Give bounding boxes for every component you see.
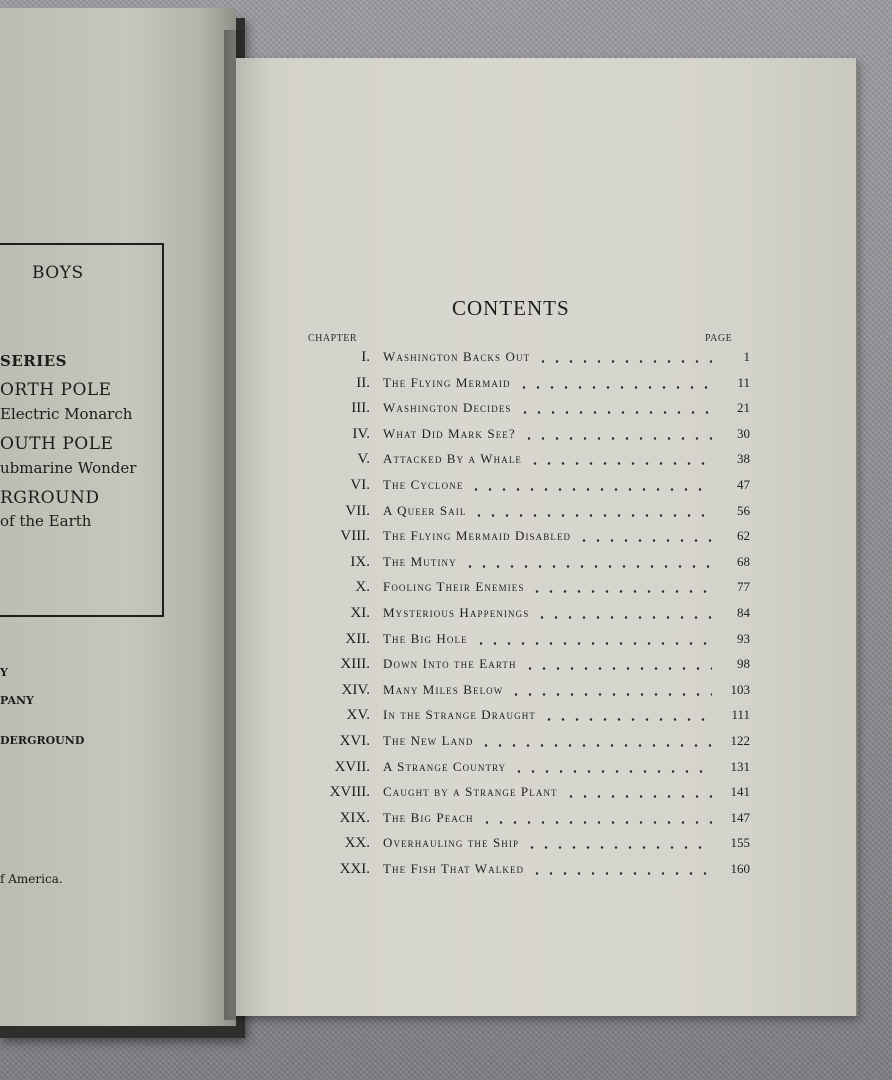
page-number: 147: [730, 809, 750, 825]
toc-entry: [300, 551, 750, 573]
chapter-number: IX.: [350, 553, 370, 570]
dot-leader: [512, 770, 712, 773]
page-number: 62: [737, 528, 750, 544]
publisher-line: PANY: [0, 694, 34, 707]
dot-leader: [517, 386, 712, 389]
series-box: [0, 243, 164, 617]
page-number: 98: [737, 656, 750, 672]
chapter-number: IV.: [352, 425, 370, 442]
chapter-number: V.: [357, 451, 370, 468]
contents-title: CONTENTS: [452, 296, 570, 320]
page-number: 84: [737, 605, 750, 620]
dot-leader: [479, 744, 712, 747]
chapter-number: I.: [361, 349, 370, 365]
dot-leader: [564, 795, 712, 798]
page-number: 122: [730, 733, 750, 748]
chapter-number: XX.: [344, 835, 370, 852]
dot-leader: [480, 821, 712, 824]
toc-entry: [300, 679, 750, 701]
page-number: 155: [730, 835, 750, 851]
chapter-number: VI.: [350, 477, 370, 493]
dot-leader: [535, 616, 712, 619]
toc-entry: [300, 653, 750, 675]
page-header: PAGE: [705, 333, 733, 344]
toc-entry: [300, 602, 750, 624]
page-number: 141: [730, 784, 750, 800]
chapter-title: Down Into the Earth: [383, 656, 517, 672]
toc-entry: [300, 756, 750, 778]
chapter-number: XIV.: [341, 681, 370, 698]
chapter-number: XII.: [345, 630, 370, 647]
page-number: 21: [737, 400, 750, 416]
toc-entry: [300, 500, 750, 522]
chapter-title: The Big Peach: [383, 809, 474, 825]
page-number: 38: [737, 451, 750, 467]
chapter-title: The Flying Mermaid: [383, 374, 511, 390]
chapter-number: XVIII.: [329, 784, 370, 801]
chapter-title: The Flying Mermaid Disabled: [383, 528, 572, 544]
series-line: of the Earth: [0, 512, 92, 530]
chapter-title: The Big Hole: [383, 630, 468, 646]
page-number: 111: [731, 707, 750, 723]
dot-leader: [525, 846, 712, 849]
toc-entry: [300, 807, 750, 829]
dot-leader: [469, 488, 712, 491]
chapter-title: What Did Mark See?: [383, 425, 516, 441]
chapter-number: XVII.: [334, 758, 370, 775]
series-line: SERIES: [0, 352, 68, 370]
chapter-title: Many Miles Below: [383, 681, 504, 697]
page-number: 56: [737, 502, 750, 518]
page-number: 103: [730, 681, 750, 697]
toc-entry: [300, 346, 750, 368]
page-number: 68: [737, 553, 750, 569]
toc-entry: [300, 704, 750, 726]
dot-leader: [577, 539, 712, 542]
page-number: 11: [737, 374, 750, 390]
dot-leader: [528, 462, 712, 465]
series-line: RGROUND: [0, 488, 100, 508]
dot-leader: [509, 693, 712, 696]
page-number: 47: [737, 477, 750, 492]
toc-entry: [300, 576, 750, 598]
dot-leader: [536, 360, 712, 363]
toc-entry: [300, 525, 750, 547]
chapter-title: The Cyclone: [383, 477, 464, 492]
series-line: Electric Monarch: [0, 405, 133, 423]
chapter-title: A Strange Country: [383, 758, 507, 774]
series-line: OUTH POLE: [0, 434, 114, 454]
chapter-number: XI.: [350, 605, 370, 621]
toc-entry: [300, 832, 750, 854]
series-line: ORTH POLE: [0, 380, 112, 400]
dot-leader: [518, 411, 712, 414]
chapter-number: VIII.: [340, 528, 370, 545]
dot-leader: [530, 590, 712, 593]
chapter-number: XIII.: [340, 656, 370, 673]
chapter-title: Overhauling the Ship: [383, 835, 520, 851]
chapter-title: The Mutiny: [383, 553, 457, 569]
chapter-number: VII.: [345, 502, 370, 519]
toc-entry: [300, 858, 750, 880]
toc-entry: [300, 423, 750, 445]
page-number: 1: [743, 349, 750, 364]
chapter-number: X.: [355, 579, 370, 596]
chapter-title: A Queer Sail: [383, 502, 467, 518]
chapter-title: The New Land: [383, 733, 474, 748]
chapter-number: III.: [351, 400, 370, 417]
series-line: BOYS: [32, 263, 84, 283]
series-line: ubmarine Wonder: [0, 459, 137, 477]
dot-leader: [530, 872, 712, 875]
left-page: [0, 8, 236, 1026]
dot-leader: [523, 667, 712, 670]
toc-entry: [300, 730, 750, 752]
page-number: 160: [730, 861, 750, 876]
toc-entry: [300, 628, 750, 650]
chapter-title: Attacked By a Whale: [383, 451, 523, 467]
printed-in-line: f America.: [0, 872, 63, 886]
dot-leader: [472, 514, 712, 517]
chapter-number: XXI.: [339, 861, 370, 877]
page-number: 30: [737, 425, 750, 441]
page-number: 93: [737, 630, 750, 646]
dot-leader: [522, 437, 712, 440]
chapter-number: XIX.: [339, 809, 370, 826]
toc-entry: [300, 781, 750, 803]
toc-entry: [300, 372, 750, 394]
toc-entry: [300, 448, 750, 470]
dot-leader: [463, 565, 712, 568]
chapter-title: Washington Decides: [383, 400, 512, 416]
dot-leader: [474, 642, 712, 645]
chapter-header: CHAPTER: [308, 333, 358, 344]
toc-entry: [300, 474, 750, 496]
chapter-number: XVI.: [339, 733, 370, 749]
page-number: 131: [730, 758, 750, 774]
page-number: 77: [737, 579, 750, 595]
chapter-number: XV.: [346, 707, 370, 724]
publisher-line: DERGROUND: [0, 734, 85, 747]
publisher-line: Y: [0, 666, 8, 679]
dot-leader: [542, 718, 712, 721]
chapter-title: Caught by a Strange Plant: [383, 784, 558, 800]
chapter-title: Mysterious Happenings: [383, 605, 530, 620]
toc-entry: [300, 397, 750, 419]
chapter-title: The Fish That Walked: [383, 861, 525, 876]
chapter-title: Fooling Their Enemies: [383, 579, 525, 595]
chapter-number: II.: [356, 374, 370, 391]
chapter-title: In the Strange Draught: [383, 707, 536, 723]
chapter-title: Washington Backs Out: [383, 349, 531, 364]
